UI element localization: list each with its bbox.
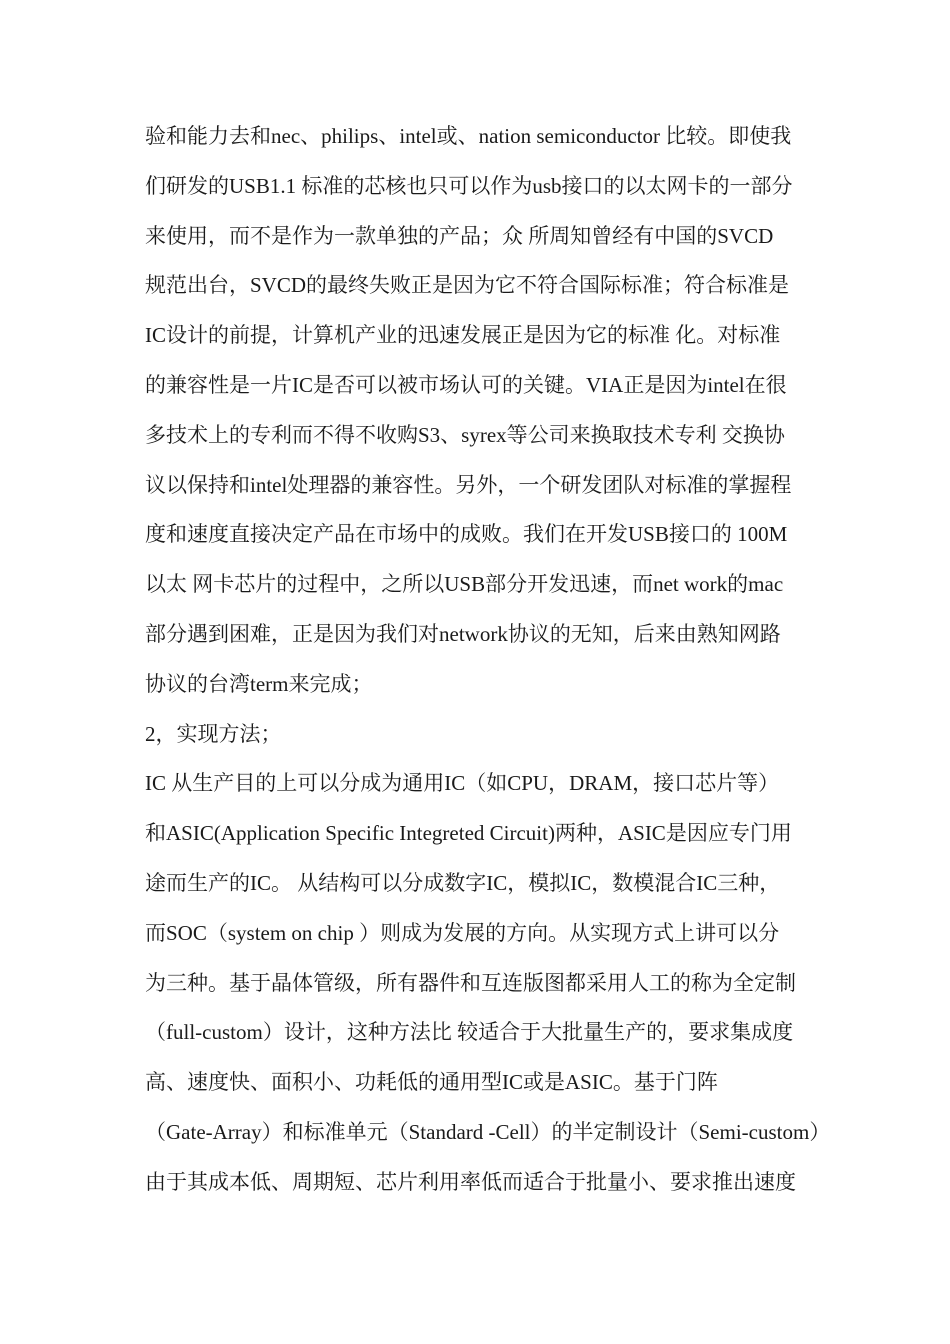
text-line: 的兼容性是一片IC是否可以被市场认可的关键。VIA正是因为intel在很	[145, 372, 787, 397]
text-line: 以太 网卡芯片的过程中，之所以USB部分开发迅速，而net work的mac	[145, 572, 784, 597]
text-line: 而SOC（system on chip ）则成为发展的方向。从实现方式上讲可以分	[145, 920, 780, 945]
text-line: 由于其成本低、周期短、芯片利用率低而适合于批量小、要求推出速度	[145, 1169, 796, 1194]
text-line: 协议的台湾term来完成；	[145, 671, 373, 696]
text-line: 们研发的USB1.1 标准的芯核也只可以作为usb接口的以太网卡的一部分	[145, 173, 793, 198]
text-line: 途而生产的IC。 从结构可以分成数字IC，模拟IC，数模混合IC三种，	[145, 870, 781, 895]
text-line: 验和能力去和nec、philips、intel或、nation semiconductor 比较。即使我	[145, 124, 792, 148]
text-line: 议以保持和intel处理器的兼容性。另外，一个研发团队对标准的掌握程	[145, 472, 792, 497]
text-line: 多技术上的专利而不得不收购S3、syrex等公司来换取技术专利 交换协	[145, 422, 785, 447]
body-text	[145, 112, 831, 1208]
text-line: IC设计的前提，计算机产业的迅速发展正是因为它的标准 化。对标准	[145, 323, 781, 348]
text-line: 度和速度直接决定产品在市场中的成败。我们在开发USB接口的 100M	[145, 522, 788, 547]
text-line: 为三种。基于晶体管级，所有器件和互连版图都采用人工的称为全定制	[145, 970, 796, 995]
section-heading: 2，实现方法；	[145, 721, 282, 746]
text-line: 规范出台，SVCD的最终失败正是因为它不符合国际标准；符合标准是	[145, 273, 790, 298]
text-line: IC 从生产目的上可以分成为通用IC（如CPU，DRAM，接口芯片等）	[145, 771, 780, 796]
text-line: 来使用，而不是作为一款单独的产品；众 所周知曾经有中国的SVCD	[145, 223, 774, 248]
text-line: （Gate-Array）和标准单元（Standard -Cell）的半定制设计（Semi-custom）	[145, 1119, 831, 1144]
text-line: 和ASIC(Application Specific Integreted Circuit)两种，ASIC是因应专门用	[145, 821, 792, 846]
text-line: 部分遇到困难，正是因为我们对network协议的无知，后来由熟知网路	[145, 621, 781, 646]
text-line: 高、速度快、面积小、功耗低的通用型IC或是ASIC。基于门阵	[145, 1070, 718, 1095]
text-line: （full-custom）设计，这种方法比 较适合于大批量生产的，要求集成度	[145, 1020, 794, 1045]
